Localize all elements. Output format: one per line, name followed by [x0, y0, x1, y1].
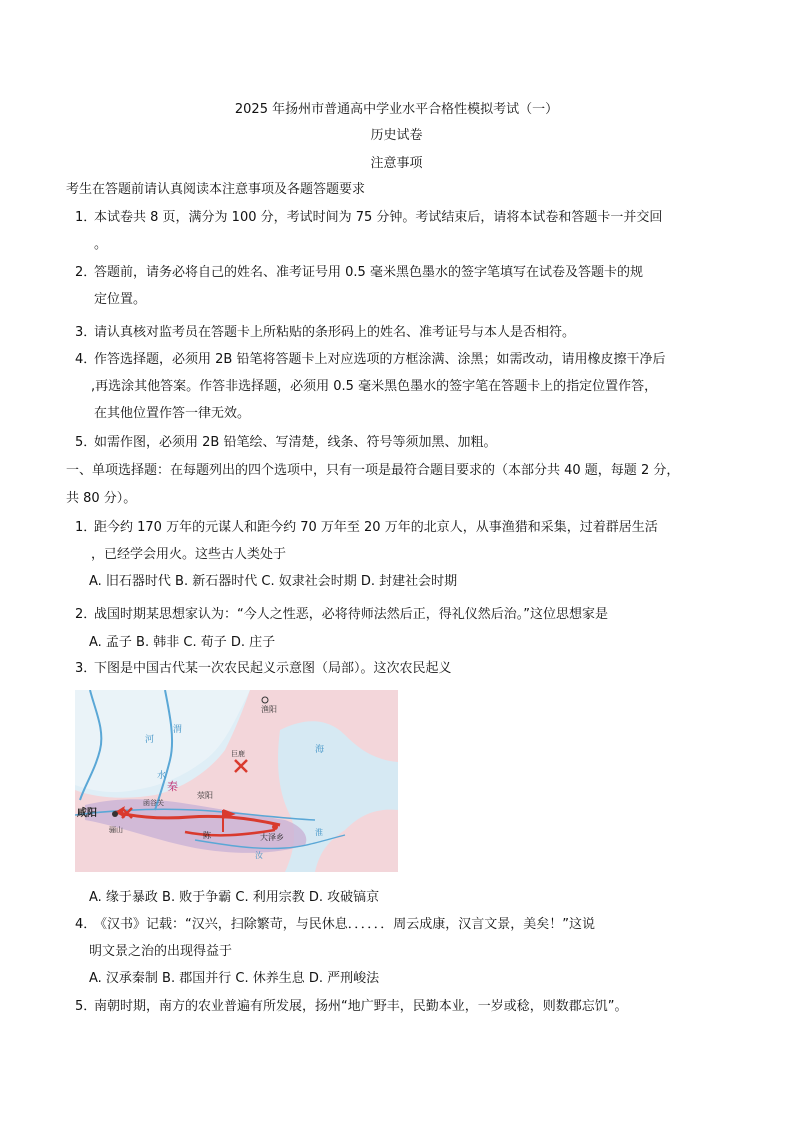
question-options: A. 汉承秦制 B. 郡国并行 C. 休养生息 D. 严刑峻法 — [89, 971, 380, 986]
map-label: 大泽乡 — [260, 833, 284, 842]
instruction-line: 。 — [94, 237, 108, 252]
question-number: 5． — [75, 999, 97, 1014]
instruction-number: 5． — [75, 435, 97, 450]
instruction-line: ,再选涂其他答案。作答非选择题，必须用 0.5 毫米黑色墨水的签字笔在答题卡上的指定位置作答， — [91, 379, 658, 394]
instruction-line: 如需作图，必须用 2B 铅笔绘、写清楚，线条、符号等须加黑、加粗。 — [94, 435, 497, 450]
map-label: 函谷关 — [143, 799, 164, 807]
map-label: 渭 — [173, 725, 183, 735]
map-label: 巨鹿 — [231, 750, 245, 758]
instruction-number: 2． — [75, 265, 97, 280]
section-heading: 一、单项选择题：在每题列出的四个选项中，只有一项是最符合题目要求的（本部分共 40 题，每题 2 分， — [66, 463, 680, 478]
map-label: 秦 — [167, 780, 178, 793]
question-stem: 明文景之治的出现得益于 — [89, 944, 233, 959]
exam-subtitle: 历史试卷 — [370, 128, 423, 143]
map-label: 河 — [145, 735, 155, 745]
question-options: A. 缘于暴政 B. 败于争霸 C. 利用宗教 D. 攻破镐京 — [89, 890, 380, 905]
instruction-line: 在其他位置作答一律无效。 — [94, 406, 251, 421]
instruction-line: 本试卷共 8 页，满分为 100 分，考试时间为 75 分钟。考试结束后，请将本试卷和答题卡一并交回 — [94, 210, 663, 225]
section-heading-cont: 共 80 分）。 — [66, 491, 137, 506]
notice-heading: 注意事项 — [370, 156, 423, 171]
instruction-number: 1． — [75, 210, 97, 225]
question-number: 4． — [75, 917, 97, 932]
question-stem: 距今约 170 万年的元谋人和距今约 70 万年至 20 万年的北京人，从事渔猎和采集，过着群居生活 — [94, 520, 658, 535]
uprising-map — [75, 690, 398, 872]
question-stem: 《汉书》记载：“汉兴，扫除繁苛，与民休息．．．．．．周云成康，汉言文景，美矣！”这说 — [94, 917, 595, 932]
question-stem: 南朝时期，南方的农业普遍有所发展，扬州“地广野丰，民勤本业，一岁或稔，则数郡忘饥”。 — [94, 999, 628, 1014]
map-label: 陈 — [203, 831, 211, 840]
map-label: 海 — [315, 745, 325, 755]
question-stem: 下图是中国古代某一次农民起义示意图（局部）。这次农民起义 — [94, 661, 452, 676]
question-options: A. 旧石器时代 B. 新石器时代 C. 奴隶社会时期 D. 封建社会时期 — [89, 574, 458, 589]
question-number: 1． — [75, 520, 97, 535]
instruction-line: 请认真核对监考员在答题卡上所粘贴的条形码上的姓名、准考证号与本人是否相符。 — [94, 325, 576, 340]
question-number: 2． — [75, 607, 97, 622]
question-number: 3． — [75, 661, 97, 676]
instruction-number: 3． — [75, 325, 97, 340]
question-options: A. 孟子 B. 韩非 C. 荀子 D. 庄子 — [89, 635, 276, 650]
map-label: 渔阳 — [261, 705, 277, 714]
map-label: 咸阳 — [77, 808, 97, 819]
instruction-line: 作答选择题，必须用 2B 铅笔将答题卡上对应选项的方框涂满、涂黑；如需改动，请用橡皮擦干净后 — [94, 352, 666, 367]
question-stem: 战国时期某思想家认为：“今人之性恶，必将待师法然后正，得礼仪然后治。”这位思想家是 — [94, 607, 608, 622]
instruction-line: 定位置。 — [94, 292, 147, 307]
exam-title: 2025 年扬州市普通高中学业水平合格性模拟考试（一） — [234, 102, 559, 117]
map-label: 荥阳 — [197, 791, 213, 800]
map-label: 水 — [157, 771, 167, 781]
instruction-number: 4． — [75, 352, 97, 367]
instructions-intro: 考生在答题前请认真阅读本注意事项及各题答题要求 — [66, 182, 366, 197]
map-label: 汝 — [255, 851, 263, 860]
question-stem: ，已经学会用火。这些古人类处于 — [91, 547, 287, 562]
map-label: 骊山 — [109, 826, 123, 834]
map-label: 淮 — [315, 828, 323, 837]
city-dot-icon — [272, 824, 278, 830]
city-dot-icon — [112, 811, 118, 817]
instruction-line: 答题前，请务必将自己的姓名、准考证号用 0.5 毫米黑色墨水的签字笔填写在试卷及答题卡的规 — [94, 265, 643, 280]
